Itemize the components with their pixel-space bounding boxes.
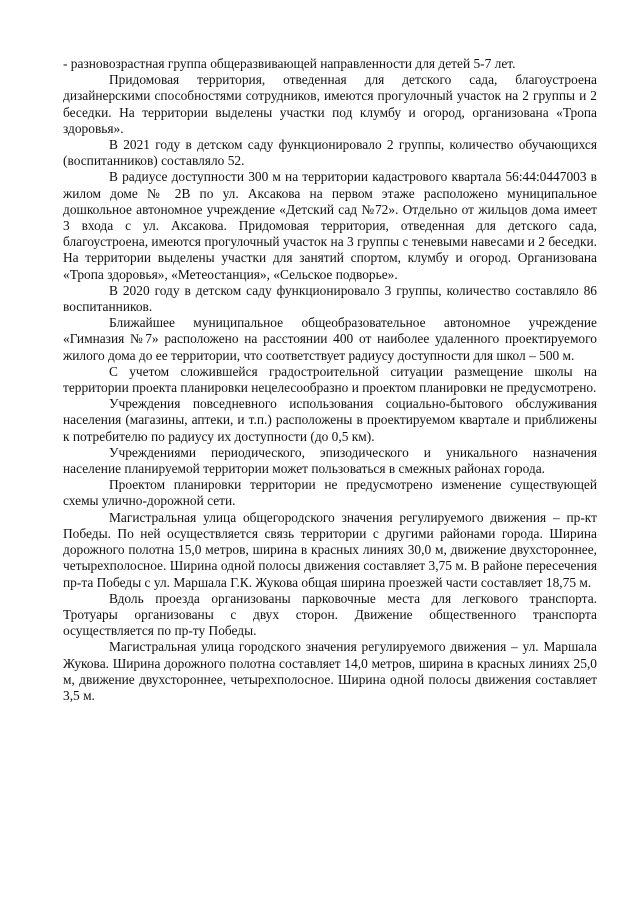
paragraph-kindergarten-72: В радиусе доступности 300 м на территории кадастрового квартала 56:44:0447003 в жилом доме № 2В по ул. Аксакова на первом этаже расположено муниципальное дошкольное автономное учреждение «Детский сад №72». Отдельно от жильцов дома имеет 3 входа с ул. Аксакова. Придомовая территория, отведенная для детского сада, благоустроена, имеются прогулочный участок на 3 группы с теневыми навесами и 2 беседки. На территории выделены участки для занятий спортом, клумбу и огород. Организована «Тропа здоровья», «Метеостанция», «Сельское подворье». [63,169,597,282]
paragraph-school-placement: С учетом сложившейся градостроительной ситуации размещение школы на территории проекта планировки нецелесообразно и проектом планировки не предусмотрено. [63,363,597,396]
paragraph-road-network: Проектом планировки территории не предусмотрено изменение существующей схемы улично-дорожной сети. [63,477,597,509]
paragraph-kindergarten-territory: Придомовая территория, отведенная для детского сада, благоустроена дизайнерскими способностями сотрудников, имеются прогулочный участок на 2 группы и 2 беседки. На территории выделены участки под клумбу и огород, организована «Тропа здоровья». [63,72,597,136]
paragraph-periodic-services: Учреждениями периодического, эпизодического и уникального назначения население планируемой территории может пользоваться в смежных районах города. [63,444,597,477]
paragraph-daily-services: Учреждения повседневного использования социально-бытового обслуживания населения (магазины, аптеки, и т.п.) расположены в проектируемом квартале и приближены к потребителю по радиусу их доступности (до 0,5 км). [63,396,597,444]
paragraph-zhukova-street: Магистральная улица городского значения регулируемого движения – ул. Маршала Жукова. Ширина дорожного полотна составляет 14,0 метров, ширина в красных линиях 25,0 м, движение двухстороннее, четырехполосное. Ширина одной полосы движения составляет 3,5 м. [63,639,597,703]
paragraph-age-group: - разновозрастная группа общеразвивающей направленности для детей 5-7 лет. [63,56,516,71]
paragraph-2020-groups: В 2020 году в детском саду функционировало 3 группы, количество составляло 86 воспитанников. [63,282,597,315]
paragraph-parking: Вдоль проезда организованы парковочные места для легкового транспорта. Тротуары организованы с двух сторон. Движение общественного транспорта осуществляется по пр-ту Победы. [63,590,597,639]
paragraph-pobedy-avenue: Магистральная улица общегородского значения регулируемого движения – пр-кт Победы. По ней осуществляется связь территории с другими районами города. Ширина дорожного полотна 15,0 метров, ширина в красных линиях 30,0 м, движение двухстороннее, четырехполосное. Ширина одной полосы движения составляет 3,75 м. В районе пересечения пр-та Победы с ул. Маршала Г.К. Жукова общая ширина проезжей части составляет 18,75 м. [63,509,597,590]
document-page [63,56,597,704]
paragraph-gymnasium-7: Ближайшее муниципальное общеобразовательное автономное учреждение «Гимназия №7» расположено на расстоянии 400 от наиболее удаленного проектируемого жилого дома до ее территории, что соответствует радиусу доступности для школ – 500 м. [63,315,597,363]
paragraph-2021-groups: В 2021 году в детском саду функционировало 2 группы, количество обучающихся (воспитанников) составляло 52. [63,137,597,169]
